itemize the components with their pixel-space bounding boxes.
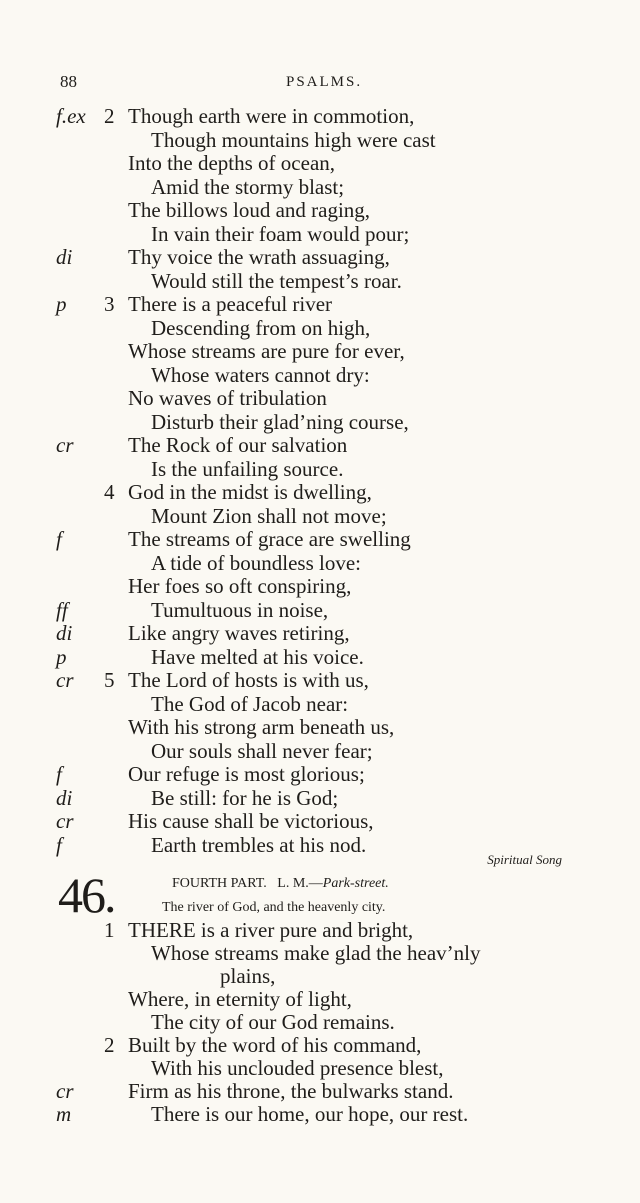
dynamic-marking: m — [56, 1102, 72, 1126]
hymn-subtitle: The river of God, and the heavenly city. — [162, 900, 386, 915]
verse-line — [0, 621, 640, 645]
verse-text: Amid the stormy blast; — [151, 174, 345, 199]
verse-text: Built by the word of his command, — [128, 1033, 422, 1057]
verse-number: 1 — [104, 918, 115, 942]
verse-line — [0, 1033, 640, 1057]
verse-text: Our souls shall never fear; — [151, 738, 373, 763]
verse-line — [0, 433, 640, 457]
verse-text: Have melted at his voice. — [151, 644, 364, 669]
verse-line — [0, 527, 640, 551]
dynamic-marking: cr — [56, 1079, 74, 1103]
verse-line — [0, 598, 640, 622]
hymn-part: FOURTH PART. — [172, 876, 267, 891]
verse-line — [0, 964, 640, 988]
verse-text: Though earth were in commotion, — [128, 104, 415, 128]
verse-line — [0, 316, 640, 340]
verse-text: No waves of tribulation — [128, 386, 327, 410]
verse-text: Firm as his throne, the bulwarks stand. — [128, 1079, 454, 1103]
verse-line — [0, 128, 640, 152]
verse-text: Into the depths of ocean, — [128, 151, 336, 175]
verse-text: Thy voice the wrath assuaging, — [128, 245, 390, 269]
page-header — [0, 72, 640, 96]
dynamic-marking: di — [56, 785, 73, 810]
verse-text: Whose streams make glad the heav’nly — [151, 941, 481, 965]
verse-line — [0, 692, 640, 716]
dynamic-marking: p — [56, 644, 67, 669]
dynamic-marking: ff — [56, 597, 68, 622]
verse-number: 2 — [104, 104, 115, 128]
verse-text: There is a peaceful river — [128, 292, 333, 316]
verse-line — [0, 739, 640, 763]
verse-line — [0, 918, 640, 942]
verse-text: The streams of grace are swelling — [128, 527, 411, 551]
verse-line — [0, 574, 640, 598]
running-head: PSALMS. — [286, 74, 363, 90]
verse-text: Whose streams are pure for ever, — [128, 339, 405, 363]
verse-line — [0, 363, 640, 387]
dynamic-marking: p — [56, 292, 67, 316]
verse-line — [0, 245, 640, 269]
verse-number: 4 — [104, 480, 115, 504]
verse-text: Disturb their glad’ning course, — [151, 409, 409, 434]
dynamic-marking: f.ex — [56, 104, 86, 128]
attribution: Spiritual Song — [487, 852, 562, 867]
verse-text: There is our home, our hope, our rest. — [151, 1102, 469, 1126]
verse-line — [0, 457, 640, 481]
verse-text: In vain their foam would pour; — [151, 221, 410, 246]
verse-text: With his unclouded presence blest, — [151, 1056, 444, 1080]
verse-line — [0, 941, 640, 965]
verse-text: A tide of boundless love: — [151, 550, 361, 575]
verse-line — [0, 175, 640, 199]
verse-line — [0, 480, 640, 504]
verse-number: 3 — [104, 292, 115, 316]
dynamic-marking: cr — [56, 668, 74, 692]
dynamic-marking: f — [56, 527, 62, 551]
verse-text: The billows loud and raging, — [128, 198, 371, 222]
dynamic-marking: f — [56, 832, 62, 857]
verse-text: The Rock of our salvation — [128, 433, 348, 457]
verse-line — [0, 151, 640, 175]
verse-text: Her foes so oft conspiring, — [128, 574, 352, 598]
verse-text: Descending from on high, — [151, 315, 371, 340]
dynamic-marking: cr — [56, 433, 74, 457]
hymn-dash: — — [308, 876, 323, 891]
verse-line — [0, 786, 640, 810]
dynamic-marking: cr — [56, 809, 74, 833]
verse-line — [0, 222, 640, 246]
verse-line — [0, 1010, 640, 1034]
verse-line — [0, 1079, 640, 1103]
verse-line — [0, 410, 640, 434]
hymn-meter: L. M. — [277, 876, 309, 891]
dynamic-marking: di — [56, 245, 73, 269]
verse-line — [0, 339, 640, 363]
verse-line — [0, 1102, 640, 1126]
verse-text: Earth trembles at his nod. — [151, 832, 367, 857]
verse-text: plains, — [220, 964, 276, 988]
verse-line — [0, 269, 640, 293]
verse-text: Mount Zion shall not move; — [151, 503, 387, 528]
verse-text: Our refuge is most glorious; — [128, 762, 365, 786]
dynamic-marking: di — [56, 621, 73, 645]
verse-text: THERE is a river pure and bright, — [128, 918, 414, 942]
hymn-number: 46. — [58, 867, 115, 923]
verse-text: The city of our God remains. — [151, 1010, 395, 1034]
verse-line — [0, 551, 640, 575]
verse-text: With his strong arm beneath us, — [128, 715, 395, 739]
verse-line — [0, 715, 640, 739]
verse-line — [0, 104, 640, 128]
verse-text: God in the midst is dwelling, — [128, 480, 372, 504]
verse-text: Would still the tempest’s roar. — [151, 268, 402, 293]
verse-text: Is the unfailing source. — [151, 456, 344, 481]
verse-line — [0, 809, 640, 833]
verse-text: Tumultuous in noise, — [151, 597, 329, 622]
verse-line — [0, 1056, 640, 1080]
verse-line — [0, 292, 640, 316]
verse-line — [0, 198, 640, 222]
verse-text: Whose waters cannot dry: — [151, 362, 370, 387]
verse-line — [0, 504, 640, 528]
hymn-tune: Park-street. — [322, 876, 389, 891]
dynamic-marking: f — [56, 762, 62, 786]
verse-number: 5 — [104, 668, 115, 692]
verse-text: Though mountains high were cast — [151, 127, 436, 152]
verse-text: His cause shall be victorious, — [128, 809, 374, 833]
page-number: 88 — [60, 72, 77, 91]
hymn-meta — [172, 876, 389, 892]
verse-number: 2 — [104, 1033, 115, 1057]
verse-line — [0, 762, 640, 786]
verse-text: The Lord of hosts is with us, — [128, 668, 369, 692]
verse-line — [0, 987, 640, 1011]
verse-text: Where, in eternity of light, — [128, 987, 352, 1011]
verse-text: The God of Jacob near: — [151, 691, 349, 716]
verse-line — [0, 668, 640, 692]
verse-line — [0, 386, 640, 410]
verse-text: Be still: for he is God; — [151, 785, 339, 810]
verse-line — [0, 645, 640, 669]
verse-text: Like angry waves retiring, — [128, 621, 350, 645]
